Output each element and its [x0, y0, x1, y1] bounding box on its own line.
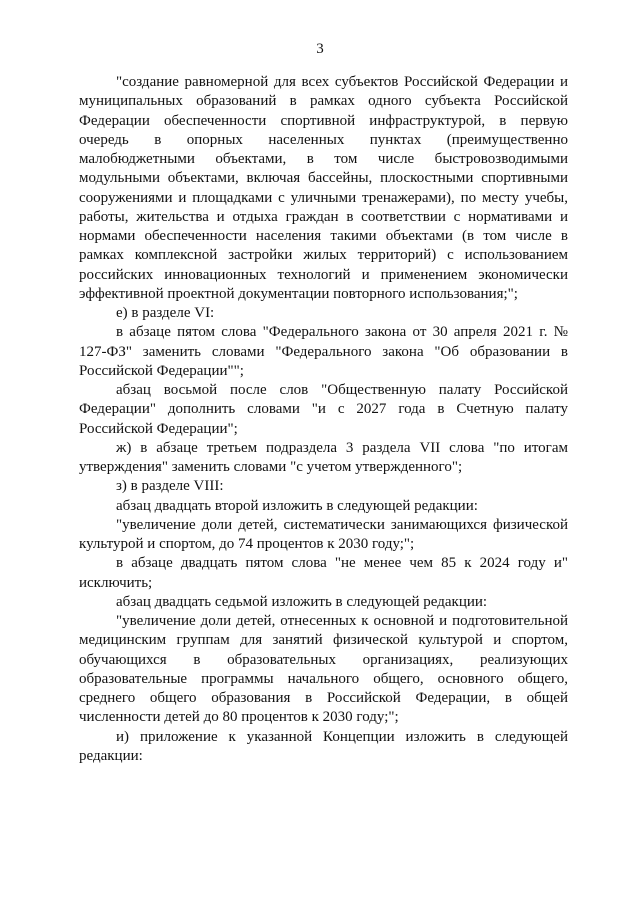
paragraph-item-e: е) в разделе VI: [116, 305, 215, 321]
paragraph-par27-text: "увеличение доли детей, отнесенных к основной и подготовительной медицинским группам для занятий физической культурой и спортом, обучающихся в образовательных организациях, реализующих образовательные программы начального общего, основного общего, среднего общего образования в Российской Федерации, в общей численности детей до 80 процентов к 2030 году;"; [79, 613, 568, 726]
paragraph-section6-par5: в абзаце пятом слова "Федерального закона от 30 апреля 2021 г. № 127-ФЗ" заменить словами "Федерального закона "Об образовании в Российской Федерации""; [79, 324, 568, 379]
paragraph-par27-intro: абзац двадцать седьмой изложить в следующей редакции: [116, 593, 488, 610]
page-number: 3 [316, 41, 324, 57]
paragraph-par25: в абзаце двадцать пятом слова "не менее чем 85 к 2024 году и" исключить; [79, 555, 568, 591]
paragraph-item-z: з) в разделе VIII: [116, 478, 224, 495]
paragraph-item-i: и) приложение к указанной Концепции изложить в следующей редакции: [79, 728, 568, 764]
paragraph-quoted-infrastructure: "создание равномерной для всех субъектов Российской Федерации и муниципальных образований в рамках одного субъекта Российской Федерации обеспеченности спортивной инфраструктурой, в первую очередь в опорных населенных пунктах (преимущественно малобюджетными объектами, в том числе быстровозводимыми модульными объектами, включая бассейны, плоскостными спортивными сооружениями и площадками с уличными тренажерами), по месту учебы, работы, жительства и отдыха граждан в соответствии с нормативами и нормами обеспеченности населения такими объектами (в том числе в рамках комплексной застройки жилых территорий) с использованием российских инновационных технологий и применением экономически эффективной проектной документации повторного использования;"; [79, 74, 568, 302]
paragraph-par22-intro: абзац двадцать второй изложить в следующей редакции: [116, 497, 478, 514]
document-body [79, 73, 568, 766]
paragraph-par22-text: "увеличение доли детей, систематически занимающихся физической культурой и спортом, до 74 процентов к 2030 году;"; [79, 516, 568, 552]
paragraph-section6-par8: абзац восьмой после слов "Общественную палату Российской Федерации" дополнить словами "и с 2027 года в Счетную палату Российской Федерации"; [79, 382, 568, 437]
paragraph-item-zh: ж) в абзаце третьем подраздела 3 раздела VII слова "по итогам утверждения" заменить словами "с учетом утвержденного"; [79, 439, 568, 475]
